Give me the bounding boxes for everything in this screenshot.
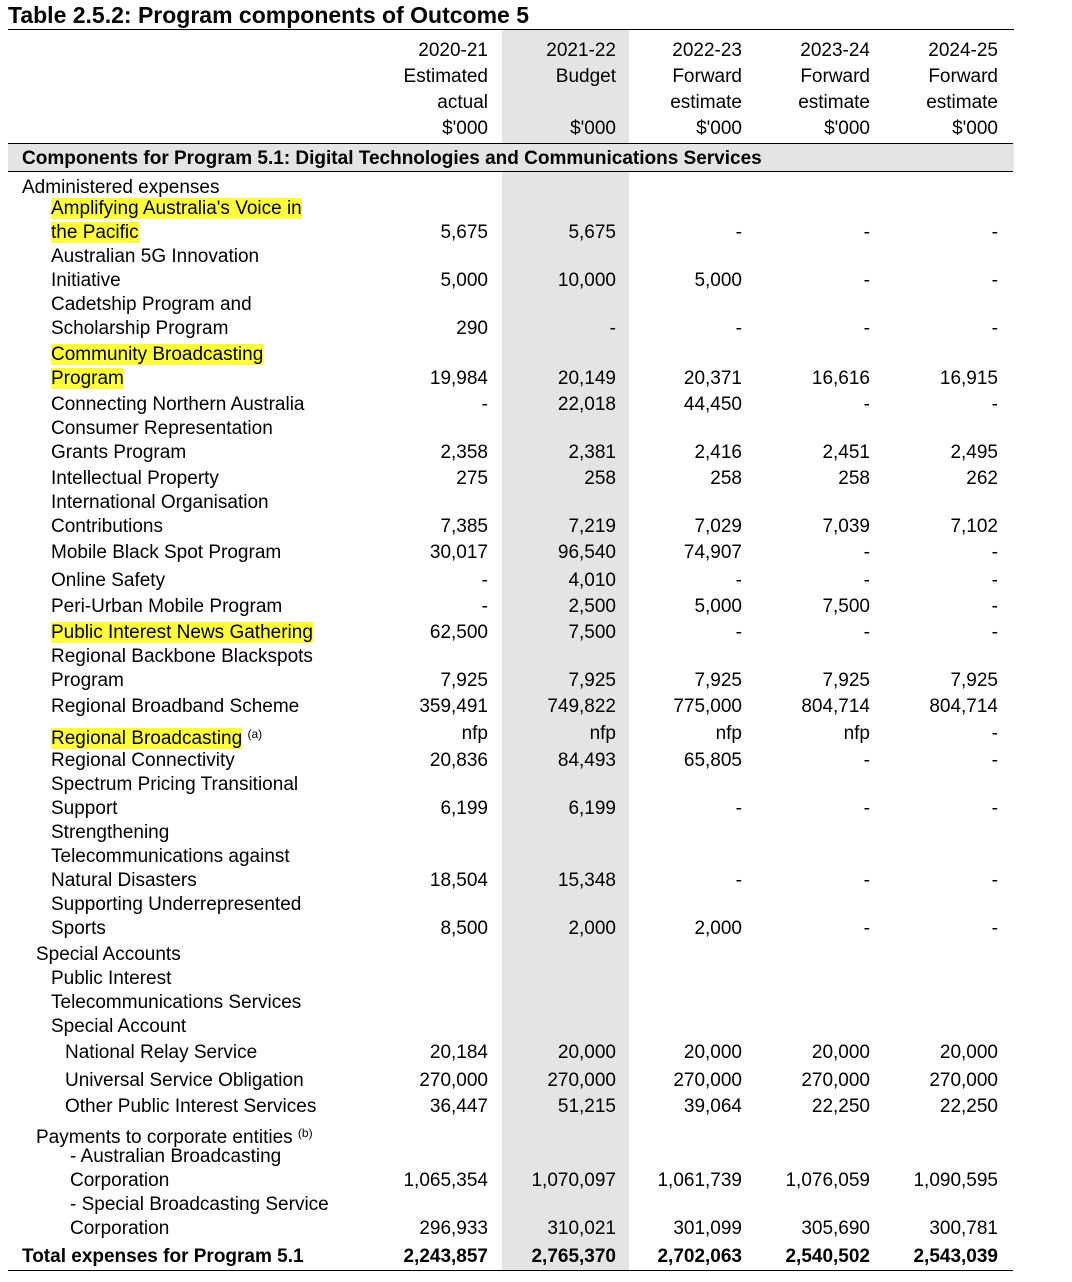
- row-label-text: Corporation: [70, 1170, 170, 1191]
- row-value: -: [863, 542, 870, 563]
- row-value: 305,690: [801, 1218, 870, 1239]
- row-value: nfp: [461, 723, 488, 744]
- row-label: [51, 441, 186, 465]
- column-header-line: $'000: [952, 118, 998, 139]
- row-value: 7,925: [694, 670, 742, 691]
- row-value: 65,805: [683, 750, 742, 771]
- row-value: 7,500: [822, 596, 870, 617]
- row-label-text: - Special Broadcasting Service: [70, 1194, 329, 1215]
- row-value: -: [609, 318, 616, 339]
- row-value: 8,500: [440, 918, 488, 939]
- row-label: [51, 367, 124, 391]
- total-value: 2,540,502: [785, 1246, 870, 1267]
- row-value: -: [863, 570, 870, 591]
- row-value: 1,090,595: [913, 1170, 998, 1191]
- row-label-text: Support: [51, 798, 118, 819]
- row-label: [51, 695, 299, 719]
- row-label-text: Regional Connectivity: [51, 750, 235, 771]
- row-label-text: Telecommunications Services: [51, 992, 302, 1013]
- row-value: 7,219: [568, 516, 616, 537]
- row-value: 20,149: [557, 368, 616, 389]
- row-value: 7,102: [950, 516, 998, 537]
- row-value: 804,714: [801, 696, 870, 717]
- row-value: 6,199: [440, 798, 488, 819]
- row-value: 6,199: [568, 798, 616, 819]
- row-label-text: Consumer Representation: [51, 418, 273, 439]
- row-value: -: [735, 798, 742, 819]
- row-label: [70, 1145, 281, 1169]
- footnote-marker: (a): [247, 727, 263, 741]
- row-label-text: Peri-Urban Mobile Program: [51, 596, 283, 617]
- row-label: [51, 645, 313, 669]
- row-value: -: [991, 270, 998, 291]
- row-value: -: [991, 870, 998, 891]
- row-label: [51, 245, 259, 269]
- row-value: -: [991, 318, 998, 339]
- row-label-text: Program: [51, 670, 124, 691]
- column-header-line: actual: [437, 92, 488, 113]
- row-value: 301,099: [673, 1218, 742, 1239]
- row-value: -: [735, 870, 742, 891]
- row-value: 262: [966, 468, 998, 489]
- column-header-line: Forward: [800, 66, 870, 87]
- row-label: [70, 1217, 169, 1241]
- column-header-line: 2023-24: [800, 40, 870, 61]
- row-value: -: [991, 918, 998, 939]
- column-header-line: estimate: [798, 92, 870, 113]
- row-value: 5,000: [694, 270, 742, 291]
- row-value: 7,925: [440, 670, 488, 691]
- row-value: -: [863, 870, 870, 891]
- row-label: [51, 773, 298, 797]
- row-label: [36, 943, 181, 967]
- row-label-text: Grants Program: [51, 442, 187, 463]
- row-label: [51, 393, 304, 417]
- row-label-text: Special Accounts: [36, 944, 181, 965]
- row-value: 270,000: [547, 1070, 616, 1091]
- row-value: 5,000: [694, 596, 742, 617]
- row-value: 2,000: [568, 918, 616, 939]
- row-value: 270,000: [801, 1070, 870, 1091]
- row-value: 16,915: [939, 368, 998, 389]
- row-value: 270,000: [929, 1070, 998, 1091]
- title-rule: [8, 29, 1014, 30]
- row-value: 775,000: [673, 696, 742, 717]
- row-value: 1,061,739: [657, 1170, 742, 1191]
- column-header-line: 2021-22: [546, 40, 616, 61]
- row-value: 22,018: [557, 394, 616, 415]
- row-value: -: [863, 918, 870, 939]
- column-header-line: $'000: [570, 118, 616, 139]
- row-label: [51, 917, 106, 941]
- row-value: 1,076,059: [785, 1170, 870, 1191]
- row-value: 20,371: [683, 368, 742, 389]
- row-label: [51, 569, 165, 593]
- row-label: [70, 1169, 169, 1193]
- row-value: 2,381: [568, 442, 616, 463]
- row-label: [51, 197, 302, 221]
- row-label-text: Supporting Underrepresented: [51, 894, 302, 915]
- row-label: [51, 467, 219, 491]
- row-value: 258: [710, 468, 742, 489]
- row-value: 310,021: [547, 1218, 616, 1239]
- row-label: [51, 269, 121, 293]
- column-header-line: Forward: [672, 66, 742, 87]
- row-label-text: the Pacific: [51, 222, 139, 243]
- row-value: 2,000: [694, 918, 742, 939]
- row-label: [65, 1041, 257, 1065]
- row-value: 804,714: [929, 696, 998, 717]
- row-value: 10,000: [557, 270, 616, 291]
- row-label: [51, 845, 290, 869]
- row-label-text: Mobile Black Spot Program: [51, 542, 282, 563]
- row-label-text: Public Interest News Gathering: [51, 622, 313, 643]
- row-value: -: [991, 222, 998, 243]
- row-label-text: Initiative: [51, 270, 121, 291]
- row-value: 20,000: [557, 1042, 616, 1063]
- row-label: [51, 541, 281, 565]
- row-label: [51, 991, 301, 1015]
- row-label-text: Administered expenses: [22, 177, 220, 198]
- row-value: 2,500: [568, 596, 616, 617]
- row-value: -: [735, 570, 742, 591]
- column-header-line: $'000: [824, 118, 870, 139]
- row-label-text: Intellectual Property: [51, 468, 219, 489]
- row-value: 7,039: [822, 516, 870, 537]
- row-label-text: Special Account: [51, 1016, 187, 1037]
- row-label: [51, 967, 171, 991]
- row-label-text: Sports: [51, 918, 106, 939]
- total-value: 2,243,857: [403, 1246, 488, 1267]
- row-value: 2,495: [950, 442, 998, 463]
- row-value: 30,017: [429, 542, 488, 563]
- row-label-text: Other Public Interest Services: [65, 1096, 317, 1117]
- row-value: 20,184: [429, 1042, 488, 1063]
- row-value: 19,984: [429, 368, 488, 389]
- row-value: nfp: [843, 723, 870, 744]
- row-label-text: Connecting Northern Australia: [51, 394, 305, 415]
- row-value: -: [863, 798, 870, 819]
- row-label-text: Natural Disasters: [51, 870, 197, 891]
- row-value: nfp: [589, 723, 616, 744]
- row-label-text: Universal Service Obligation: [65, 1070, 304, 1091]
- row-value: 359,491: [419, 696, 488, 717]
- row-label-text: Amplifying Australia's Voice in: [51, 198, 302, 219]
- row-label-text: Program: [51, 368, 124, 389]
- row-value: 20,000: [939, 1042, 998, 1063]
- row-value: 7,500: [568, 622, 616, 643]
- row-value: 2,416: [694, 442, 742, 463]
- row-value: 296,933: [419, 1218, 488, 1239]
- row-label: [65, 1069, 304, 1093]
- column-header-line: Estimated: [403, 66, 488, 87]
- row-label-text: Cadetship Program and: [51, 294, 252, 315]
- row-value: 7,925: [950, 670, 998, 691]
- section-bottom-rule: [8, 171, 1013, 172]
- row-value: 22,250: [811, 1096, 870, 1117]
- row-value: 15,348: [557, 870, 616, 891]
- row-value: -: [863, 394, 870, 415]
- row-value: -: [863, 622, 870, 643]
- row-label-text: Regional Broadband Scheme: [51, 696, 300, 717]
- total-value: 2,702,063: [657, 1246, 742, 1267]
- row-value: -: [863, 222, 870, 243]
- column-header-line: $'000: [442, 118, 488, 139]
- row-value: -: [863, 750, 870, 771]
- row-value: -: [863, 270, 870, 291]
- row-value: 290: [456, 318, 488, 339]
- row-label-text: Scholarship Program: [51, 318, 229, 339]
- row-value: 5,675: [440, 222, 488, 243]
- row-label: [51, 317, 228, 341]
- row-label-text: Spectrum Pricing Transitional: [51, 774, 299, 795]
- row-value: nfp: [715, 723, 742, 744]
- row-label-text: Regional Backbone Blackspots: [51, 646, 313, 667]
- row-value: 5,675: [568, 222, 616, 243]
- row-value: 20,000: [683, 1042, 742, 1063]
- row-label: [51, 821, 169, 845]
- total-label: Total expenses for Program 5.1: [22, 1246, 304, 1267]
- table-bottom-rule: [8, 1270, 1013, 1271]
- row-label: [51, 722, 262, 751]
- row-value: 1,065,354: [403, 1170, 488, 1191]
- row-label-text: Community Broadcasting: [51, 344, 264, 365]
- column-header-line: $'000: [696, 118, 742, 139]
- row-label: [51, 669, 124, 693]
- row-label-text: Strengthening: [51, 822, 170, 843]
- row-value: 7,925: [822, 670, 870, 691]
- row-label-text: Payments to corporate entities: [36, 1127, 293, 1148]
- row-value: 7,029: [694, 516, 742, 537]
- row-label-text: Telecommunications against: [51, 846, 290, 867]
- row-value: 5,000: [440, 270, 488, 291]
- row-label-text: International Organisation: [51, 492, 269, 513]
- row-value: 84,493: [557, 750, 616, 771]
- row-value: 7,925: [568, 670, 616, 691]
- row-label-text: National Relay Service: [65, 1042, 258, 1063]
- table-title: Table 2.5.2: Program components of Outcome 5: [8, 2, 530, 28]
- row-value: 74,907: [683, 542, 742, 563]
- row-value: 275: [456, 468, 488, 489]
- total-value: 2,543,039: [913, 1246, 998, 1267]
- row-value: -: [735, 318, 742, 339]
- row-value: -: [863, 318, 870, 339]
- row-label-text: Corporation: [70, 1218, 170, 1239]
- row-value: -: [991, 596, 998, 617]
- row-label: [51, 1015, 186, 1039]
- row-value: 258: [838, 468, 870, 489]
- row-value: -: [735, 222, 742, 243]
- row-label-text: Contributions: [51, 516, 163, 537]
- row-label: [51, 595, 282, 619]
- row-label-text: Regional Broadcasting: [51, 728, 243, 749]
- row-label: [51, 515, 163, 539]
- row-value: -: [991, 542, 998, 563]
- section-top-rule: [8, 143, 1013, 144]
- row-value: 39,064: [683, 1096, 742, 1117]
- row-value: 270,000: [419, 1070, 488, 1091]
- section-title: Components for Program 5.1: Digital Technologies and Communications Services: [22, 148, 762, 169]
- row-label: [51, 293, 252, 317]
- row-value: 20,836: [429, 750, 488, 771]
- row-value: -: [481, 596, 488, 617]
- row-value: 300,781: [929, 1218, 998, 1239]
- column-header-line: 2022-23: [672, 40, 742, 61]
- row-label: [51, 417, 273, 441]
- row-value: -: [481, 570, 488, 591]
- row-label: [51, 893, 301, 917]
- row-value: 749,822: [547, 696, 616, 717]
- column-header-line: estimate: [926, 92, 998, 113]
- row-value: 270,000: [673, 1070, 742, 1091]
- row-value: -: [991, 723, 998, 744]
- row-value: 44,450: [683, 394, 742, 415]
- row-value: 4,010: [568, 570, 616, 591]
- row-value: 96,540: [557, 542, 616, 563]
- row-value: -: [735, 622, 742, 643]
- row-value: 7,385: [440, 516, 488, 537]
- row-label: [51, 491, 269, 515]
- row-label: [51, 749, 235, 773]
- row-value: -: [991, 622, 998, 643]
- row-label: [51, 221, 139, 245]
- row-label: [51, 797, 118, 821]
- column-header-line: Forward: [928, 66, 998, 87]
- row-value: 2,451: [822, 442, 870, 463]
- row-label: [51, 621, 313, 645]
- row-value: -: [991, 570, 998, 591]
- row-label-text: Public Interest: [51, 968, 172, 989]
- row-value: 20,000: [811, 1042, 870, 1063]
- column-header-line: 2020-21: [418, 40, 488, 61]
- row-label: [65, 1095, 316, 1119]
- row-value: 18,504: [429, 870, 488, 891]
- row-label-text: Australian 5G Innovation: [51, 246, 260, 267]
- column-header-line: estimate: [670, 92, 742, 113]
- column-header-line: Budget: [555, 66, 616, 87]
- row-label-text: - Australian Broadcasting: [70, 1146, 282, 1167]
- row-value: -: [481, 394, 488, 415]
- row-label: [51, 869, 197, 893]
- row-value: 258: [584, 468, 616, 489]
- row-label: [70, 1193, 329, 1217]
- row-value: 51,215: [557, 1096, 616, 1117]
- total-value: 2,765,370: [531, 1246, 616, 1267]
- row-value: 1,070,097: [531, 1170, 616, 1191]
- column-header-line: 2024-25: [928, 40, 998, 61]
- row-value: -: [991, 798, 998, 819]
- row-label-text: Online Safety: [51, 570, 166, 591]
- row-value: -: [991, 750, 998, 771]
- row-value: 62,500: [429, 622, 488, 643]
- row-label: [51, 343, 263, 367]
- row-value: 16,616: [811, 368, 870, 389]
- footnote-marker: (b): [297, 1126, 313, 1140]
- row-value: 36,447: [429, 1096, 488, 1117]
- row-value: -: [991, 394, 998, 415]
- row-value: 2,358: [440, 442, 488, 463]
- row-value: 22,250: [939, 1096, 998, 1117]
